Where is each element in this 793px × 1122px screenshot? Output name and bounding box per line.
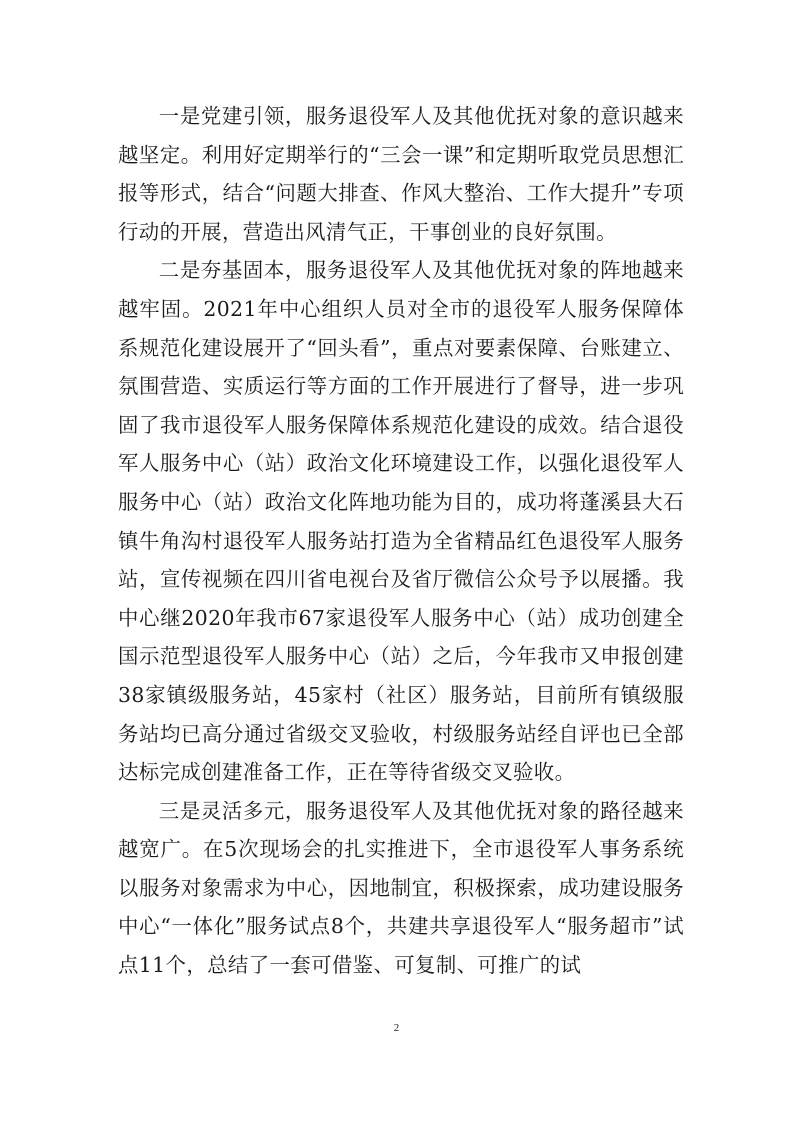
paragraph-diversified-service: 三是灵活多元，服务退役军人及其他优抚对象的路径越来越宽广。在5次现场会的扎实推进下，全市退役军人事务系统以服务对象需求为中心，因地制宜，积极探索，成功建设服务中心“一体化”服务试点8个，共建共享退役军人“服务超市”试点11个，总结了一套可借鉴、可复制、可推广的试 [118,798,684,978]
body-text [118,97,684,985]
paragraph-foundation: 二是夯基固本，服务退役军人及其他优抚对象的阵地越来越牢固。2021年中心组织人员对全市的退役军人服务保障体系规范化建设展开了“回头看”，重点对要素保障、台账建立、氛围营造、实质运行等方面的工作开展进行了督导，进一步巩固了我市退役军人服务保障体系规范化建设的成效。结合退役军人服务中心（站）政治文化环境建设工作，以强化退役军人服务中心（站）政治文化阵地功能为目的，成功将蓬溪县大石镇牛角沟村退役军人服务站打造为全省精品红色退役军人服务站，宣传视频在四川省电视台及省厅微信公众号予以展播。我中心继2020年我市67家退役军人服务中心（站）成功创建全国示范型退役军人服务中心（站）之后，今年我市又申报创建38家镇级服务站，45家村（社区）服务站，目前所有镇级服务站均已高分通过省级交叉验收，村级服务站经自评也已全部达标完成创建准备工作，正在等待省级交叉验收。 [118,258,684,785]
page-number: 2 [393,1022,400,1034]
paragraph-party-building: 一是党建引领，服务退役军人及其他优抚对象的意识越来越坚定。利用好定期举行的“三会一课”和定期听取党员思想汇报等形式，结合“问题大排查、作风大整治、工作大提升”专项行动的开展，营造出风清气正，干事创业的良好氛围。 [118,104,684,244]
